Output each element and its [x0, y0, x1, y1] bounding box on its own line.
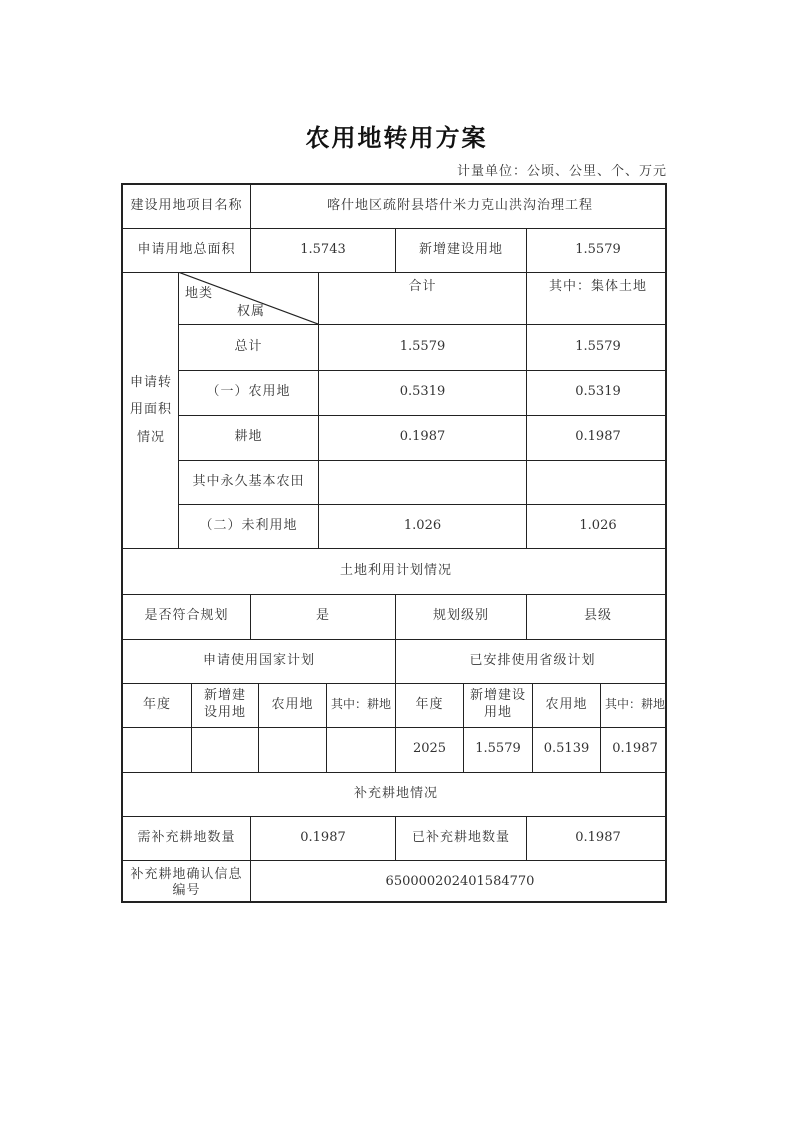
- row-permanent-farmland-value: [319, 460, 526, 504]
- planning-section-title: 土地利用计划情况: [339, 562, 452, 578]
- plan-cell-farmland: 0.5139: [543, 741, 590, 757]
- needed-supplement-label: 需补充耕地数量: [137, 829, 236, 845]
- col-header: 年度: [415, 696, 444, 712]
- row-cultivated-collective: 0.1987: [575, 429, 621, 445]
- col-collective-header: 其中：集体土地: [548, 278, 647, 294]
- plan-cell-year: 2025: [412, 741, 447, 757]
- col-header: 其中：耕地: [604, 697, 665, 712]
- plan-cell-new-construction: 1.5579: [475, 741, 521, 757]
- header-land-type: 地类: [184, 285, 213, 301]
- row-permanent-farmland-collective: [527, 460, 667, 504]
- col-header: 新增建设用地: [203, 688, 246, 720]
- conversion-plan-table: [121, 183, 667, 903]
- row-total-value: 1.5579: [399, 338, 446, 354]
- row-cultivated-value: 0.1987: [399, 429, 446, 445]
- plan-cell: [123, 727, 191, 772]
- national-plan-title: 申请使用国家计划: [202, 652, 315, 668]
- new-construction-value: 1.5579: [575, 241, 621, 257]
- total-area-label: 申请用地总面积: [137, 241, 236, 257]
- header-ownership: 权属: [236, 303, 265, 319]
- col-header: 其中：耕地: [330, 697, 391, 712]
- plan-conform-label: 是否符合规划: [144, 608, 229, 624]
- provincial-plan-title: 已安排使用省级计划: [469, 652, 596, 668]
- col-header: 农用地: [545, 696, 588, 712]
- confirm-number-label: 补充耕地确认信息编号: [130, 866, 243, 898]
- needed-supplement-value: 0.1987: [300, 829, 346, 845]
- project-name-label: 建设用地项目名称: [130, 198, 243, 214]
- conversion-section-label: 申请转用面积情况: [129, 375, 172, 445]
- row-total-label: 总计: [234, 338, 263, 354]
- row-total-collective: 1.5579: [575, 338, 621, 354]
- plan-level-label: 规划级别: [432, 608, 489, 624]
- supplement-section-title: 补充耕地情况: [353, 785, 438, 801]
- row-unused-label: （二）未利用地: [199, 517, 298, 533]
- col-header: 新增建设用地: [470, 688, 527, 720]
- row-cultivated-label: 耕地: [234, 429, 263, 445]
- plan-cell: [327, 727, 395, 772]
- row-unused-value: 1.026: [403, 517, 442, 533]
- row-unused-collective: 1.026: [579, 517, 617, 533]
- unit-note: 计量单位：公顷、公里、个、万元: [456, 164, 667, 179]
- col-header: 农用地: [271, 696, 314, 712]
- row-farmland-label: （一）农用地: [206, 384, 291, 400]
- project-name-value: 喀什地区疏附县塔什米力克山洪沟治理工程: [326, 198, 593, 214]
- plan-cell-cultivated: 0.1987: [612, 741, 658, 757]
- done-supplement-value: 0.1987: [575, 829, 621, 845]
- plan-cell: [259, 727, 326, 772]
- total-area-value: 1.5743: [300, 241, 346, 257]
- col-total-header: 合计: [408, 278, 437, 294]
- row-permanent-farmland-label: 其中永久基本农田: [192, 473, 305, 489]
- document-title: 农用地转用方案: [305, 123, 488, 152]
- confirm-number-value: 650000202401584770: [385, 874, 535, 890]
- row-farmland-collective: 0.5319: [575, 384, 621, 400]
- col-header: 年度: [142, 696, 171, 712]
- plan-level-value: 县级: [583, 608, 612, 624]
- plan-conform-value: 是: [315, 608, 330, 624]
- new-construction-label: 新增建设用地: [418, 241, 503, 257]
- row-farmland-value: 0.5319: [399, 384, 446, 400]
- plan-cell: [192, 727, 258, 772]
- done-supplement-label: 已补充耕地数量: [411, 829, 510, 845]
